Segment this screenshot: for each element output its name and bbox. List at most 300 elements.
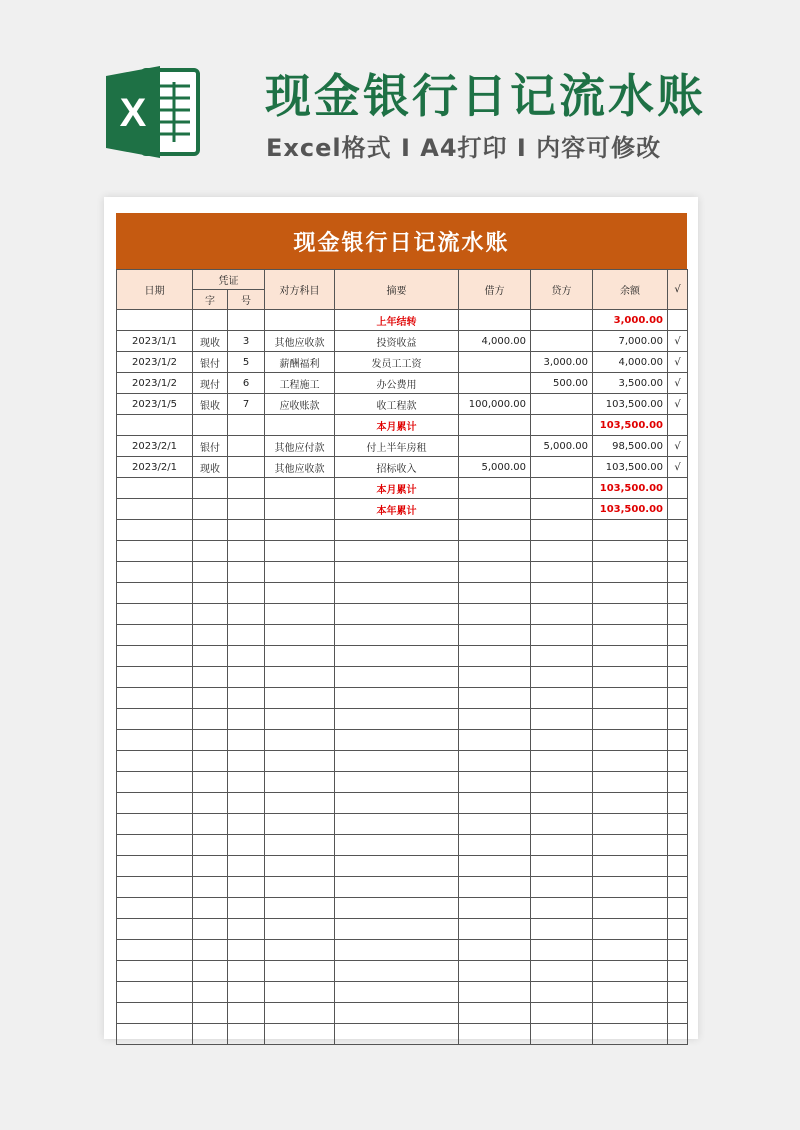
cell-credit[interactable] [531,394,593,415]
cell-check[interactable] [668,1003,688,1024]
cell-voucher-word[interactable] [193,1003,228,1024]
cell-voucher-word[interactable] [193,310,228,331]
cell-summary[interactable]: 本月累计 [335,478,459,499]
cell-summary[interactable] [335,541,459,562]
cell-date[interactable] [117,541,193,562]
cell-date[interactable] [117,751,193,772]
cell-credit[interactable] [531,940,593,961]
cell-credit[interactable] [531,625,593,646]
cell-voucher-no[interactable] [228,604,265,625]
cell-voucher-word[interactable]: 现收 [193,331,228,352]
cell-debit[interactable] [459,625,531,646]
cell-account[interactable] [265,793,335,814]
cell-summary[interactable] [335,688,459,709]
cell-account[interactable]: 其他应收款 [265,331,335,352]
cell-date[interactable] [117,982,193,1003]
cell-credit[interactable] [531,877,593,898]
cell-summary[interactable] [335,772,459,793]
cell-voucher-no[interactable]: 6 [228,373,265,394]
cell-check[interactable] [668,415,688,436]
cell-voucher-word[interactable] [193,625,228,646]
cell-summary[interactable]: 招标收入 [335,457,459,478]
cell-balance[interactable] [593,730,668,751]
cell-voucher-word[interactable] [193,667,228,688]
cell-voucher-word[interactable] [193,919,228,940]
cell-balance[interactable] [593,688,668,709]
cell-summary[interactable] [335,1003,459,1024]
cell-debit[interactable] [459,688,531,709]
cell-account[interactable] [265,940,335,961]
cell-debit[interactable] [459,520,531,541]
cell-summary[interactable] [335,940,459,961]
cell-account[interactable] [265,478,335,499]
cell-account[interactable] [265,1003,335,1024]
cell-balance[interactable] [593,940,668,961]
cell-check[interactable] [668,478,688,499]
cell-voucher-no[interactable] [228,415,265,436]
cell-summary[interactable]: 投资收益 [335,331,459,352]
cell-voucher-no[interactable]: 7 [228,394,265,415]
cell-date[interactable] [117,709,193,730]
cell-voucher-no[interactable] [228,520,265,541]
cell-check[interactable] [668,541,688,562]
cell-debit[interactable] [459,1003,531,1024]
cell-check[interactable]: √ [668,394,688,415]
cell-check[interactable] [668,499,688,520]
cell-voucher-no[interactable] [228,835,265,856]
cell-voucher-no[interactable] [228,478,265,499]
cell-credit[interactable] [531,604,593,625]
cell-date[interactable] [117,583,193,604]
cell-account[interactable] [265,877,335,898]
cell-account[interactable] [265,982,335,1003]
cell-summary[interactable] [335,625,459,646]
cell-date[interactable]: 2023/1/1 [117,331,193,352]
cell-debit[interactable] [459,436,531,457]
cell-summary[interactable]: 付上半年房租 [335,436,459,457]
cell-summary[interactable] [335,667,459,688]
cell-check[interactable] [668,688,688,709]
cell-check[interactable] [668,982,688,1003]
cell-debit[interactable]: 4,000.00 [459,331,531,352]
cell-check[interactable] [668,856,688,877]
cell-check[interactable] [668,730,688,751]
cell-balance[interactable]: 3,000.00 [593,310,668,331]
cell-account[interactable] [265,730,335,751]
cell-date[interactable] [117,961,193,982]
cell-check[interactable] [668,625,688,646]
cell-account[interactable]: 薪酬福利 [265,352,335,373]
cell-balance[interactable]: 98,500.00 [593,436,668,457]
cell-balance[interactable] [593,541,668,562]
cell-credit[interactable] [531,730,593,751]
cell-voucher-word[interactable] [193,604,228,625]
cell-date[interactable] [117,835,193,856]
cell-voucher-no[interactable] [228,457,265,478]
cell-voucher-no[interactable]: 5 [228,352,265,373]
cell-voucher-no[interactable] [228,982,265,1003]
cell-voucher-word[interactable] [193,814,228,835]
cell-account[interactable] [265,1024,335,1045]
cell-summary[interactable] [335,520,459,541]
cell-credit[interactable] [531,898,593,919]
cell-date[interactable]: 2023/1/5 [117,394,193,415]
cell-debit[interactable] [459,961,531,982]
cell-debit[interactable] [459,709,531,730]
cell-debit[interactable] [459,478,531,499]
cell-voucher-no[interactable] [228,436,265,457]
cell-account[interactable]: 工程施工 [265,373,335,394]
cell-credit[interactable] [531,478,593,499]
cell-voucher-word[interactable] [193,982,228,1003]
cell-balance[interactable] [593,667,668,688]
cell-debit[interactable]: 5,000.00 [459,457,531,478]
cell-balance[interactable]: 103,500.00 [593,478,668,499]
cell-debit[interactable] [459,646,531,667]
cell-balance[interactable] [593,919,668,940]
cell-account[interactable] [265,562,335,583]
cell-balance[interactable] [593,520,668,541]
cell-check[interactable] [668,751,688,772]
cell-check[interactable]: √ [668,373,688,394]
cell-balance[interactable] [593,814,668,835]
cell-credit[interactable] [531,751,593,772]
cell-balance[interactable] [593,982,668,1003]
cell-check[interactable] [668,562,688,583]
cell-debit[interactable] [459,856,531,877]
cell-date[interactable] [117,415,193,436]
cell-voucher-word[interactable]: 银付 [193,352,228,373]
cell-credit[interactable] [531,310,593,331]
cell-date[interactable] [117,919,193,940]
cell-date[interactable] [117,478,193,499]
cell-date[interactable] [117,667,193,688]
cell-voucher-no[interactable] [228,856,265,877]
cell-balance[interactable]: 103,500.00 [593,457,668,478]
cell-debit[interactable] [459,499,531,520]
cell-balance[interactable]: 3,500.00 [593,373,668,394]
cell-account[interactable] [265,541,335,562]
cell-voucher-word[interactable]: 现付 [193,373,228,394]
cell-date[interactable] [117,772,193,793]
cell-balance[interactable] [593,772,668,793]
cell-date[interactable]: 2023/1/2 [117,373,193,394]
cell-credit[interactable] [531,835,593,856]
cell-voucher-word[interactable] [193,415,228,436]
cell-check[interactable] [668,940,688,961]
cell-summary[interactable] [335,646,459,667]
cell-check[interactable]: √ [668,436,688,457]
cell-account[interactable] [265,835,335,856]
cell-check[interactable] [668,961,688,982]
cell-balance[interactable] [593,961,668,982]
cell-credit[interactable] [531,982,593,1003]
cell-summary[interactable] [335,751,459,772]
cell-voucher-word[interactable] [193,877,228,898]
cell-summary[interactable] [335,730,459,751]
cell-date[interactable]: 2023/2/1 [117,457,193,478]
cell-voucher-word[interactable] [193,688,228,709]
cell-date[interactable] [117,730,193,751]
cell-date[interactable] [117,646,193,667]
cell-voucher-no[interactable] [228,667,265,688]
cell-account[interactable]: 应收账款 [265,394,335,415]
cell-date[interactable] [117,898,193,919]
cell-voucher-word[interactable] [193,793,228,814]
cell-summary[interactable] [335,982,459,1003]
cell-balance[interactable]: 7,000.00 [593,331,668,352]
cell-account[interactable] [265,961,335,982]
cell-balance[interactable] [593,562,668,583]
cell-check[interactable] [668,667,688,688]
cell-check[interactable] [668,793,688,814]
cell-debit[interactable] [459,877,531,898]
cell-credit[interactable] [531,562,593,583]
cell-voucher-word[interactable] [193,751,228,772]
cell-voucher-no[interactable] [228,919,265,940]
cell-account[interactable] [265,583,335,604]
cell-check[interactable] [668,835,688,856]
cell-date[interactable] [117,1003,193,1024]
cell-account[interactable]: 其他应收款 [265,457,335,478]
cell-balance[interactable]: 4,000.00 [593,352,668,373]
cell-date[interactable] [117,604,193,625]
cell-summary[interactable] [335,814,459,835]
cell-credit[interactable] [531,793,593,814]
cell-balance[interactable]: 103,500.00 [593,499,668,520]
cell-balance[interactable] [593,583,668,604]
cell-voucher-no[interactable] [228,499,265,520]
cell-voucher-word[interactable] [193,772,228,793]
cell-summary[interactable]: 本年累计 [335,499,459,520]
cell-summary[interactable]: 本月累计 [335,415,459,436]
cell-voucher-word[interactable] [193,562,228,583]
cell-credit[interactable] [531,1003,593,1024]
cell-credit[interactable] [531,814,593,835]
cell-summary[interactable]: 上年结转 [335,310,459,331]
cell-date[interactable]: 2023/1/2 [117,352,193,373]
cell-debit[interactable] [459,982,531,1003]
cell-debit[interactable] [459,310,531,331]
cell-debit[interactable] [459,373,531,394]
cell-check[interactable] [668,919,688,940]
cell-account[interactable] [265,919,335,940]
cell-voucher-word[interactable] [193,898,228,919]
cell-date[interactable] [117,310,193,331]
cell-debit[interactable] [459,835,531,856]
cell-account[interactable] [265,772,335,793]
cell-account[interactable] [265,751,335,772]
cell-credit[interactable] [531,457,593,478]
cell-voucher-word[interactable]: 银付 [193,436,228,457]
cell-voucher-no[interactable] [228,772,265,793]
cell-credit[interactable] [531,646,593,667]
cell-balance[interactable] [593,856,668,877]
cell-voucher-word[interactable] [193,856,228,877]
cell-summary[interactable] [335,604,459,625]
cell-credit[interactable] [531,1024,593,1045]
cell-credit[interactable] [531,709,593,730]
cell-balance[interactable] [593,646,668,667]
cell-balance[interactable] [593,898,668,919]
cell-account[interactable] [265,625,335,646]
cell-summary[interactable]: 办公费用 [335,373,459,394]
cell-balance[interactable] [593,709,668,730]
cell-voucher-word[interactable] [193,940,228,961]
cell-account[interactable] [265,646,335,667]
cell-voucher-word[interactable]: 现收 [193,457,228,478]
cell-date[interactable] [117,520,193,541]
cell-balance[interactable] [593,1024,668,1045]
cell-credit[interactable]: 5,000.00 [531,436,593,457]
cell-voucher-no[interactable] [228,562,265,583]
cell-voucher-no[interactable] [228,541,265,562]
cell-summary[interactable]: 发员工工资 [335,352,459,373]
cell-debit[interactable] [459,751,531,772]
cell-voucher-no[interactable] [228,709,265,730]
cell-check[interactable] [668,898,688,919]
cell-check[interactable] [668,604,688,625]
cell-debit[interactable] [459,583,531,604]
cell-voucher-no[interactable] [228,751,265,772]
cell-summary[interactable] [335,898,459,919]
cell-voucher-no[interactable] [228,961,265,982]
cell-credit[interactable] [531,499,593,520]
cell-account[interactable] [265,856,335,877]
cell-voucher-word[interactable] [193,709,228,730]
cell-check[interactable] [668,877,688,898]
cell-account[interactable] [265,709,335,730]
cell-date[interactable] [117,814,193,835]
cell-check[interactable] [668,1024,688,1045]
cell-credit[interactable] [531,772,593,793]
cell-summary[interactable]: 收工程款 [335,394,459,415]
cell-date[interactable] [117,499,193,520]
cell-voucher-word[interactable] [193,835,228,856]
cell-voucher-no[interactable] [228,898,265,919]
cell-check[interactable]: √ [668,331,688,352]
cell-voucher-no[interactable] [228,793,265,814]
cell-date[interactable] [117,625,193,646]
cell-balance[interactable] [593,751,668,772]
cell-voucher-no[interactable] [228,310,265,331]
cell-debit[interactable] [459,772,531,793]
cell-date[interactable] [117,688,193,709]
cell-voucher-word[interactable] [193,646,228,667]
cell-voucher-no[interactable] [228,646,265,667]
cell-account[interactable] [265,667,335,688]
cell-debit[interactable] [459,352,531,373]
cell-summary[interactable] [335,709,459,730]
cell-balance[interactable] [593,877,668,898]
cell-voucher-word[interactable]: 银收 [193,394,228,415]
cell-credit[interactable] [531,688,593,709]
cell-check[interactable]: √ [668,352,688,373]
cell-voucher-no[interactable] [228,730,265,751]
cell-voucher-no[interactable] [228,814,265,835]
cell-credit[interactable] [531,856,593,877]
cell-date[interactable] [117,940,193,961]
cell-account[interactable] [265,310,335,331]
cell-summary[interactable] [335,919,459,940]
cell-check[interactable] [668,520,688,541]
cell-balance[interactable] [593,835,668,856]
cell-voucher-no[interactable]: 3 [228,331,265,352]
cell-voucher-no[interactable] [228,940,265,961]
cell-debit[interactable] [459,940,531,961]
cell-voucher-word[interactable] [193,1024,228,1045]
cell-debit[interactable] [459,793,531,814]
cell-debit[interactable] [459,1024,531,1045]
cell-summary[interactable] [335,1024,459,1045]
cell-summary[interactable] [335,835,459,856]
cell-check[interactable] [668,646,688,667]
cell-balance[interactable]: 103,500.00 [593,415,668,436]
cell-credit[interactable] [531,583,593,604]
cell-balance[interactable] [593,1003,668,1024]
cell-date[interactable] [117,793,193,814]
cell-credit[interactable]: 500.00 [531,373,593,394]
cell-voucher-word[interactable] [193,961,228,982]
cell-account[interactable] [265,898,335,919]
cell-account[interactable]: 其他应付款 [265,436,335,457]
cell-debit[interactable] [459,541,531,562]
cell-voucher-word[interactable] [193,583,228,604]
cell-voucher-word[interactable] [193,541,228,562]
cell-date[interactable] [117,856,193,877]
cell-voucher-no[interactable] [228,688,265,709]
cell-voucher-no[interactable] [228,1003,265,1024]
cell-voucher-no[interactable] [228,583,265,604]
cell-check[interactable]: √ [668,457,688,478]
cell-summary[interactable] [335,961,459,982]
cell-voucher-word[interactable] [193,730,228,751]
cell-balance[interactable] [593,604,668,625]
cell-debit[interactable]: 100,000.00 [459,394,531,415]
cell-debit[interactable] [459,730,531,751]
cell-check[interactable] [668,310,688,331]
cell-account[interactable] [265,499,335,520]
cell-voucher-word[interactable] [193,499,228,520]
cell-account[interactable] [265,415,335,436]
cell-credit[interactable] [531,961,593,982]
cell-date[interactable] [117,1024,193,1045]
cell-credit[interactable] [531,415,593,436]
cell-voucher-word[interactable] [193,520,228,541]
cell-summary[interactable] [335,856,459,877]
cell-account[interactable] [265,688,335,709]
cell-debit[interactable] [459,604,531,625]
cell-summary[interactable] [335,877,459,898]
cell-debit[interactable] [459,898,531,919]
cell-credit[interactable]: 3,000.00 [531,352,593,373]
cell-debit[interactable] [459,919,531,940]
cell-date[interactable]: 2023/2/1 [117,436,193,457]
cell-voucher-no[interactable] [228,625,265,646]
cell-check[interactable] [668,772,688,793]
cell-date[interactable] [117,562,193,583]
cell-account[interactable] [265,814,335,835]
cell-account[interactable] [265,520,335,541]
cell-balance[interactable] [593,625,668,646]
cell-debit[interactable] [459,667,531,688]
cell-check[interactable] [668,814,688,835]
cell-credit[interactable] [531,331,593,352]
cell-check[interactable] [668,583,688,604]
cell-debit[interactable] [459,415,531,436]
cell-check[interactable] [668,709,688,730]
cell-credit[interactable] [531,667,593,688]
